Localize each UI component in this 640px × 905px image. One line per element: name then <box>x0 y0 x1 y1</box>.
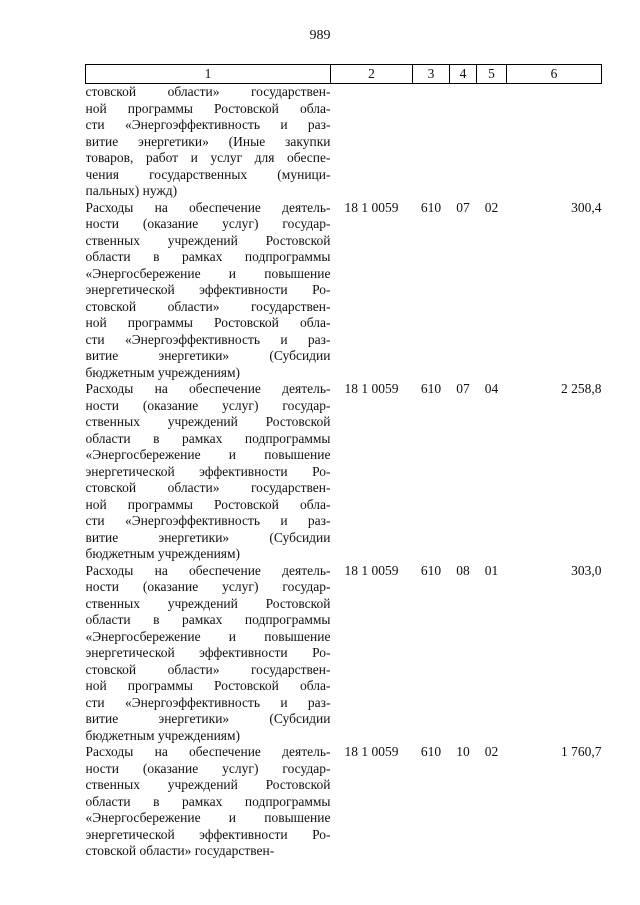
header-col-5: 5 <box>477 65 507 84</box>
description-line: энергетической эффективности Ро- <box>85 826 331 842</box>
table-row <box>86 563 602 745</box>
description-line: ной программы Ростовской обла- <box>85 100 331 116</box>
description-line: энергетической эффективности Ро- <box>85 282 331 297</box>
description-line: ности (оказание услуг) государ- <box>85 216 331 231</box>
description-line: стовской области» государствен- <box>85 843 275 858</box>
expense-type-code: 610 <box>420 562 442 578</box>
description-line: энергетической эффективности Ро- <box>85 463 331 479</box>
description-line: ности (оказание услуг) государ- <box>85 397 331 413</box>
description-line: «Энергосбережение и повышение <box>85 628 331 644</box>
section-code <box>450 84 477 200</box>
amount-value <box>507 84 602 200</box>
subsection-code: 02 <box>484 199 499 215</box>
header-col-4: 4 <box>450 65 477 84</box>
expense-type-code: 610 <box>420 381 442 396</box>
row-description <box>86 84 331 200</box>
target-article-code: 18 1 0059 <box>344 199 399 215</box>
expense-type-code: 610 <box>420 199 442 215</box>
description-line: ной программы Ростовской обла- <box>85 678 331 693</box>
description-line: ности (оказание услуг) государ- <box>85 760 331 776</box>
description-line: ной программы Ростовской обла- <box>85 315 331 330</box>
description-line: сти «Энергоэффективность и раз- <box>85 331 331 347</box>
subsection-code <box>477 84 507 200</box>
table-row <box>86 744 602 860</box>
budget-table <box>85 64 602 860</box>
amount-value: 2 258,8 <box>561 381 602 396</box>
section-code: 07 <box>456 199 470 215</box>
description-line: Расходы на обеспечение деятель- <box>85 562 331 578</box>
target-article-code: 18 1 0059 <box>344 744 399 759</box>
description-line: стовской области» государствен- <box>85 84 331 99</box>
header-col-2: 2 <box>331 65 413 84</box>
target-article-code: 18 1 0059 <box>344 381 399 396</box>
description-line: витие энергетики» (Субсидии <box>85 348 331 363</box>
table-row <box>86 381 602 563</box>
description-line: энергетической эффективности Ро- <box>85 645 331 660</box>
row-description <box>86 200 331 382</box>
description-line: сти «Энергоэффективность и раз- <box>85 117 331 132</box>
description-line: ности (оказание услуг) государ- <box>85 579 331 594</box>
header-col-3: 3 <box>413 65 450 84</box>
description-line: стовской области» государствен- <box>85 298 331 314</box>
expense-type-code <box>413 84 450 200</box>
table-row <box>86 200 602 382</box>
row-description <box>86 381 331 563</box>
subsection-code: 04 <box>484 381 499 396</box>
description-line: Расходы на обеспечение деятель- <box>85 199 331 215</box>
description-line: стовской области» государствен- <box>85 661 331 677</box>
description-line: ственных учреждений Ростовской <box>85 232 331 248</box>
row-description <box>86 744 331 860</box>
description-line: области в рамках подпрограммы <box>85 249 331 264</box>
amount-value: 303,0 <box>571 562 602 578</box>
header-row <box>86 65 602 84</box>
description-line: «Энергосбережение и повышение <box>85 810 331 825</box>
description-line: ственных учреждений Ростовской <box>85 595 331 611</box>
description-line: бюджетным учреждениям) <box>85 364 241 380</box>
description-line: сти «Энергоэффективность и раз- <box>85 513 331 528</box>
description-line: чения государственных (муници- <box>85 166 331 182</box>
description-line: пальных) нужд) <box>85 183 178 198</box>
description-line: ственных учреждений Ростовской <box>85 777 331 792</box>
description-line: ственных учреждений Ростовской <box>85 414 331 429</box>
row-description <box>86 563 331 745</box>
description-line: «Энергосбережение и повышение <box>85 447 331 462</box>
description-line: товаров, работ и услуг для обеспе- <box>85 150 331 165</box>
description-line: бюджетным учреждениям) <box>85 727 241 743</box>
description-line: стовской области» государствен- <box>85 480 331 495</box>
table-row <box>86 84 602 200</box>
description-line: области в рамках подпрограммы <box>85 430 331 446</box>
amount-value: 1 760,7 <box>561 744 602 759</box>
description-line: Расходы на обеспечение деятель- <box>85 381 331 396</box>
description-line: витие энергетики» (Иные закупки <box>85 133 331 149</box>
section-code: 08 <box>456 562 470 578</box>
description-line: ной программы Ростовской обла- <box>85 496 331 512</box>
expense-type-code: 610 <box>420 744 442 759</box>
header-col-1: 1 <box>86 65 331 84</box>
description-line: витие энергетики» (Субсидии <box>85 711 331 726</box>
subsection-code: 02 <box>484 744 499 759</box>
table-body <box>86 84 602 860</box>
amount-value: 300,4 <box>571 199 602 215</box>
section-code: 07 <box>456 381 470 396</box>
description-line: Расходы на обеспечение деятель- <box>85 744 331 759</box>
description-line: «Энергосбережение и повышение <box>85 265 331 281</box>
description-line: области в рамках подпрограммы <box>85 793 331 809</box>
subsection-code: 01 <box>484 562 499 578</box>
description-line: бюджетным учреждениям) <box>85 546 241 561</box>
section-code: 10 <box>456 744 470 759</box>
description-line: области в рамках подпрограммы <box>85 612 331 627</box>
description-line: витие энергетики» (Субсидии <box>85 529 331 545</box>
target-article-code: 18 1 0059 <box>344 562 399 578</box>
page-number: 989 <box>309 28 331 43</box>
target-article-code <box>331 84 413 200</box>
header-col-6: 6 <box>507 65 602 84</box>
description-line: сти «Энергоэффективность и раз- <box>85 694 331 710</box>
